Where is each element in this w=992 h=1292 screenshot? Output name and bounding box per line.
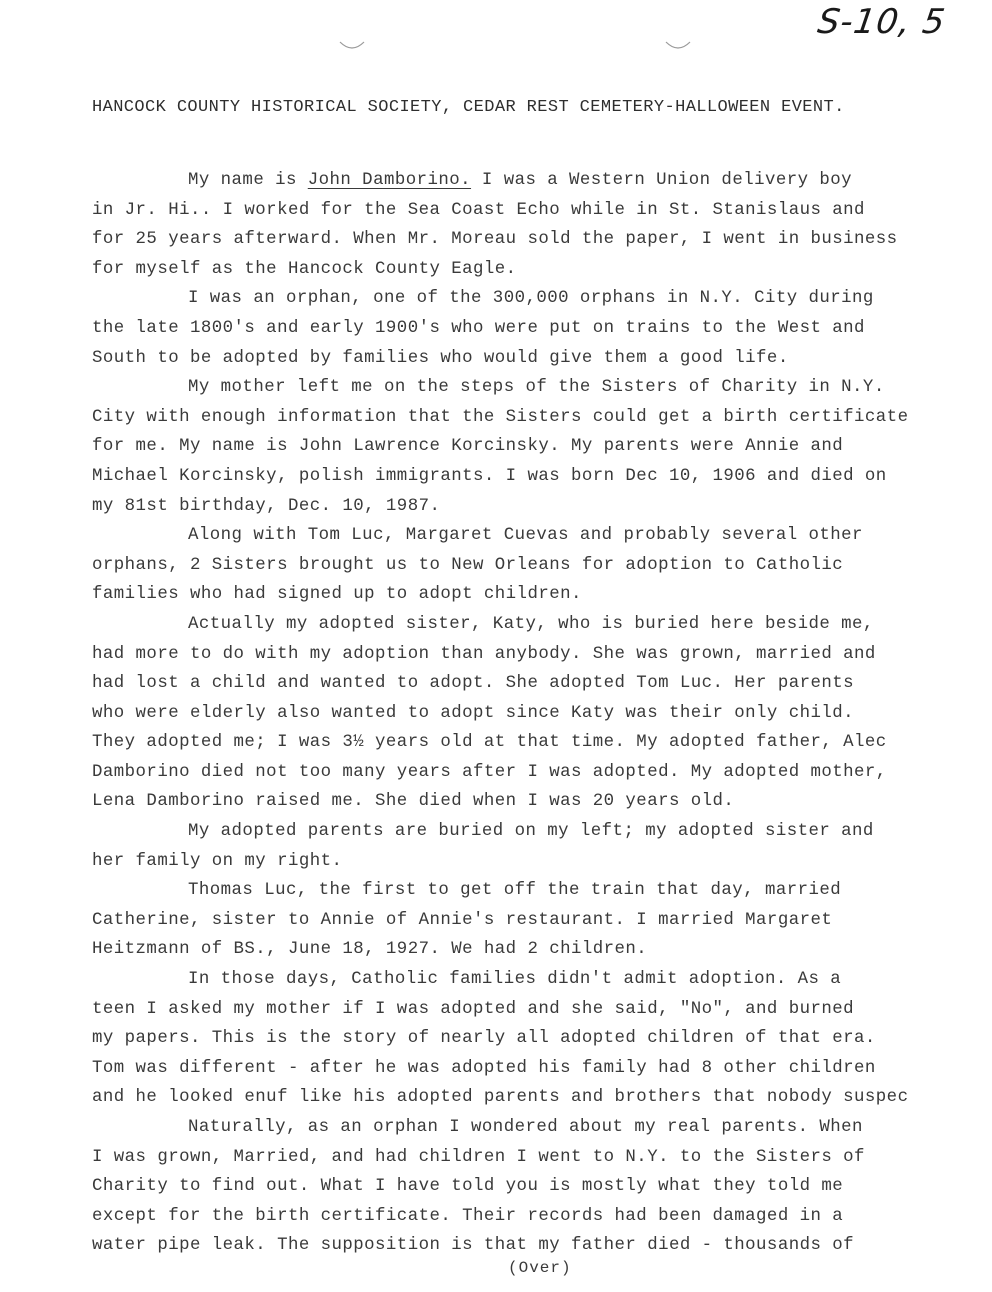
text-line: I was grown, Married, and had children I went to N.Y. to the Sisters of: [92, 1147, 865, 1167]
text-line: my papers. This is the story of nearly all adopted children of that era.: [92, 1029, 876, 1049]
text-line: Thomas Luc, the first to get off the train that day, married: [188, 881, 842, 901]
punch-hole-mark-left: [338, 40, 366, 54]
text-line: Lena Damborino raised me. She died when I was 20 years old.: [92, 792, 735, 812]
text-line: for myself as the Hancock County Eagle.: [92, 259, 517, 279]
text-line: I was an orphan, one of the 300,000 orphans in N.Y. City during: [188, 289, 874, 309]
text-line: My mother left me on the steps of the Sisters of Charity in N.Y.: [188, 378, 885, 398]
text-line: Charity to find out. What I have told you is mostly what they told me: [92, 1177, 844, 1197]
text-line: had more to do with my adoption than anybody. She was grown, married and: [92, 644, 876, 664]
text-before-name: My name is: [188, 171, 308, 190]
text-line: and he looked enuf like his adopted parents and brothers that nobody suspec: [92, 1088, 909, 1108]
text-line: for 25 years afterward. When Mr. Moreau sold the paper, I went in business: [92, 230, 898, 250]
text-line: who were elderly also wanted to adopt since Katy was their only child.: [92, 703, 855, 723]
text-line: in Jr. Hi.. I worked for the Sea Coast Echo while in St. Stanislaus and: [92, 200, 865, 220]
document-body: [92, 166, 992, 1261]
punch-hole-mark-right: [664, 40, 692, 54]
over-page-note: (Over): [508, 1259, 572, 1277]
text-line: the late 1800's and early 1900's who were put on trains to the West and: [92, 318, 865, 338]
text-line-first: [92, 166, 992, 196]
text-line: They adopted me; I was 3½ years old at that time. My adopted father, Alec: [92, 733, 887, 753]
text-line: Heitzmann of BS., June 18, 1927. We had 2 children.: [92, 940, 648, 960]
text-line: Tom was different - after he was adopted his family had 8 other children: [92, 1058, 876, 1078]
text-line: my 81st birthday, Dec. 10, 1987.: [92, 496, 441, 516]
text-line: except for the birth certificate. Their records had been damaged in a: [92, 1206, 844, 1226]
text-line: South to be adopted by families who would give them a good life.: [92, 348, 789, 368]
text-line: teen I asked my mother if I was adopted and she said, "No", and burned: [92, 999, 855, 1019]
text-after-name: I was a Western Union delivery boy: [471, 171, 853, 190]
handwritten-page-mark: S-10, 5: [815, 2, 949, 42]
text-line: for me. My name is John Lawrence Korcinsky. My parents were Annie and: [92, 437, 844, 457]
text-line: Along with Tom Luc, Margaret Cuevas and probably several other: [188, 526, 863, 546]
text-line: My adopted parents are buried on my left; my adopted sister and: [188, 822, 874, 842]
text-line: Actually my adopted sister, Katy, who is buried here beside me,: [188, 614, 874, 634]
text-line: Catherine, sister to Annie of Annie's restaurant. I married Margaret: [92, 910, 833, 930]
text-line: orphans, 2 Sisters brought us to New Orleans for adoption to Catholic: [92, 555, 844, 575]
text-line: Michael Korcinsky, polish immigrants. I was born Dec 10, 1906 and died on: [92, 466, 887, 486]
text-line: water pipe leak. The supposition is that my father died - thousands of: [92, 1236, 855, 1256]
text-line: Damborino died not too many years after I was adopted. My adopted mother,: [92, 762, 887, 782]
text-line: families who had signed up to adopt children.: [92, 585, 582, 605]
text-line: City with enough information that the Sisters could get a birth certificate: [92, 407, 909, 427]
underlined-name: John Damborino.: [307, 171, 472, 190]
text-line: had lost a child and wanted to adopt. She adopted Tom Luc. Her parents: [92, 674, 855, 694]
text-line: her family on my right.: [92, 851, 343, 871]
document-title: HANCOCK COUNTY HISTORICAL SOCIETY, CEDAR REST CEMETERY-HALLOWEEN EVENT.: [92, 98, 845, 117]
text-line: Naturally, as an orphan I wondered about my real parents. When: [188, 1118, 863, 1137]
text-line: In those days, Catholic families didn't admit adoption. As a: [188, 970, 842, 990]
